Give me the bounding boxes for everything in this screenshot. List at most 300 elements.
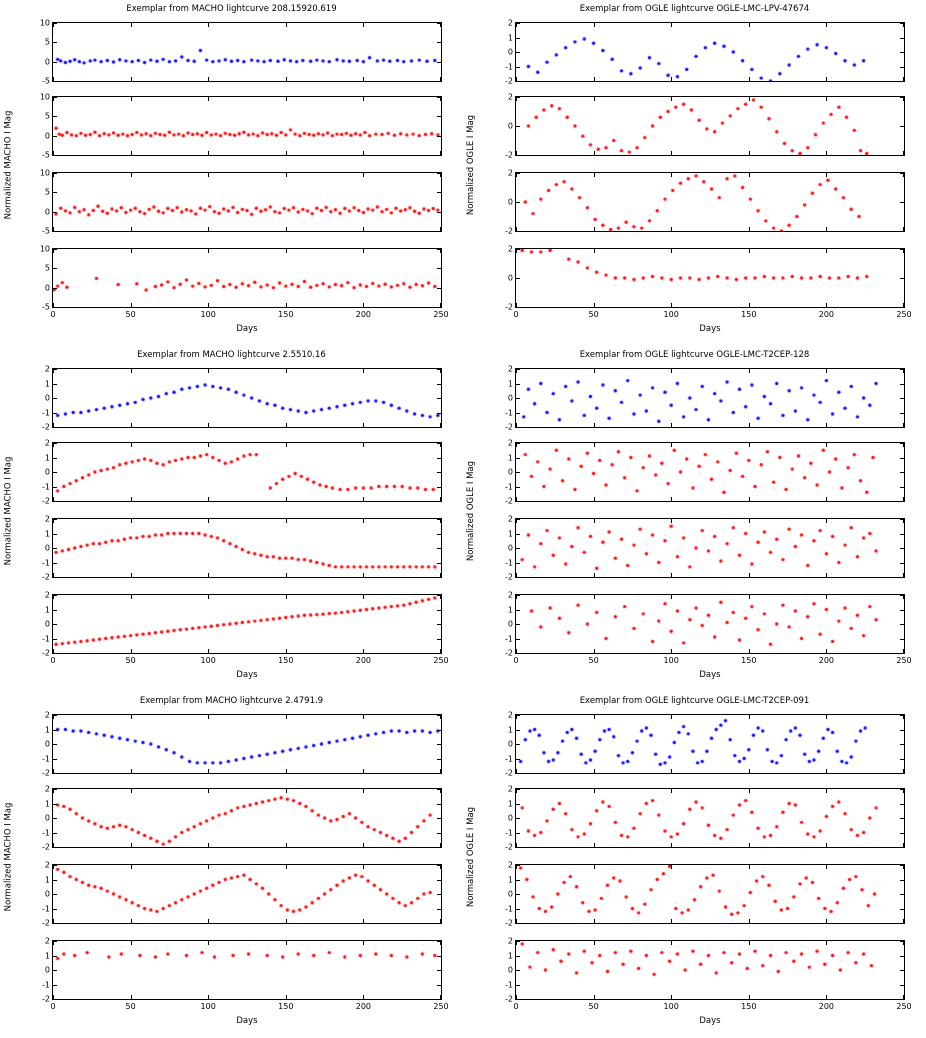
scatter-points xyxy=(516,519,904,577)
y-tick-label: 0 xyxy=(44,813,50,823)
x-tick-label: 50 xyxy=(588,656,599,665)
x-tick-mark xyxy=(286,941,287,945)
x-tick-mark xyxy=(903,443,904,447)
plot-panel xyxy=(505,860,905,928)
y-tick-mark xyxy=(53,288,57,289)
x-tick-mark xyxy=(749,303,750,307)
y-tick-label: 1 xyxy=(507,605,513,614)
x-tick-mark xyxy=(131,789,132,793)
y-tick-label: -2 xyxy=(42,572,50,582)
y-tick-mark xyxy=(437,307,441,308)
x-tick-mark xyxy=(516,303,517,307)
x-tick-mark xyxy=(594,77,595,81)
y-tick-mark xyxy=(516,818,520,819)
x-tick-mark xyxy=(440,789,441,793)
x-tick-mark xyxy=(516,423,517,427)
y-tick-mark xyxy=(437,610,441,611)
y-tick-label: -1 xyxy=(42,558,50,567)
x-tick-mark xyxy=(53,77,54,81)
plot-panel xyxy=(42,936,449,1011)
x-tick-mark xyxy=(594,995,595,999)
y-tick-mark xyxy=(900,52,904,53)
x-tick-mark xyxy=(363,423,364,427)
scatter-points xyxy=(53,789,441,847)
y-tick-mark xyxy=(516,202,520,203)
y-tick-label: -1 xyxy=(505,62,513,71)
x-tick-mark xyxy=(131,77,132,81)
y-tick-label: 1 xyxy=(507,379,513,388)
x-tick-mark xyxy=(826,715,827,719)
y-tick-mark xyxy=(53,730,57,731)
y-tick-mark xyxy=(53,624,57,625)
x-tick-mark xyxy=(131,843,132,847)
y-tick-mark xyxy=(53,212,57,213)
y-tick-mark xyxy=(437,458,441,459)
y-tick-mark xyxy=(53,384,57,385)
y-tick-label: 2 xyxy=(507,244,513,254)
x-tick-mark xyxy=(903,303,904,307)
x-tick-mark xyxy=(516,497,517,501)
y-tick-mark xyxy=(516,730,520,731)
y-tick-label: 2 xyxy=(507,92,513,102)
y-tick-mark xyxy=(516,759,520,760)
x-tick-mark xyxy=(208,715,209,719)
x-tick-mark xyxy=(749,789,750,793)
y-tick-mark xyxy=(437,759,441,760)
y-tick-mark xyxy=(516,307,520,308)
x-tick-mark xyxy=(671,151,672,155)
x-tick-label: 50 xyxy=(588,310,599,319)
y-tick-mark xyxy=(516,52,520,53)
x-tick-mark xyxy=(363,443,364,447)
y-tick-mark xyxy=(53,398,57,399)
x-tick-mark xyxy=(903,519,904,523)
x-tick-mark xyxy=(363,573,364,577)
y-tick-label: 1 xyxy=(507,529,513,538)
plot-panel xyxy=(42,364,442,432)
y-tick-label: 2 xyxy=(44,590,50,600)
y-tick-mark xyxy=(900,472,904,473)
chart-title: Exemplar from OGLE lightcurve OGLE-LMC-T2CEP-091 xyxy=(579,696,810,706)
x-tick-label: 0 xyxy=(50,1002,56,1011)
scatter-points xyxy=(53,519,441,577)
x-tick-mark xyxy=(286,497,287,501)
x-tick-mark xyxy=(594,769,595,773)
x-tick-mark xyxy=(826,77,827,81)
x-tick-label: 100 xyxy=(663,656,679,665)
y-tick-label: 1 xyxy=(507,33,513,42)
x-tick-label: 250 xyxy=(433,1002,449,1011)
x-tick-mark xyxy=(53,151,54,155)
x-tick-mark xyxy=(208,497,209,501)
y-tick-mark xyxy=(437,639,441,640)
y-tick-label: 1 xyxy=(44,453,50,462)
scatter-points xyxy=(516,789,904,847)
y-tick-label: -2 xyxy=(505,496,513,506)
x-tick-label: 150 xyxy=(278,656,294,665)
x-tick-mark xyxy=(903,919,904,923)
x-tick-mark xyxy=(286,227,287,231)
y-tick-mark xyxy=(53,501,57,502)
scatter-points xyxy=(53,369,441,427)
x-tick-mark xyxy=(671,249,672,253)
x-tick-mark xyxy=(208,443,209,447)
y-tick-mark xyxy=(437,398,441,399)
chart-title: Exemplar from MACHO lightcurve 2.4791.9 xyxy=(139,696,324,706)
x-tick-mark xyxy=(363,249,364,253)
y-tick-label: 0 xyxy=(44,619,50,629)
y-tick-mark xyxy=(516,970,520,971)
x-tick-mark xyxy=(594,865,595,869)
x-tick-mark xyxy=(208,423,209,427)
y-tick-mark xyxy=(900,759,904,760)
x-tick-mark xyxy=(516,843,517,847)
y-tick-label: 1 xyxy=(507,951,513,960)
x-tick-mark xyxy=(903,97,904,101)
y-tick-label: 5 xyxy=(44,111,50,121)
y-tick-label: 2 xyxy=(44,936,50,946)
y-tick-label: 2 xyxy=(44,784,50,794)
chart-title: Exemplar from MACHO lightcurve 208.15920.619 xyxy=(126,4,337,14)
x-tick-mark xyxy=(516,77,517,81)
y-tick-mark xyxy=(900,155,904,156)
x-tick-mark xyxy=(903,497,904,501)
x-tick-mark xyxy=(594,789,595,793)
x-tick-mark xyxy=(131,497,132,501)
x-tick-mark xyxy=(440,443,441,447)
x-tick-mark xyxy=(286,789,287,793)
x-tick-mark xyxy=(286,865,287,869)
y-tick-mark xyxy=(516,653,520,654)
y-tick-label: 0 xyxy=(44,283,50,293)
x-tick-mark xyxy=(671,227,672,231)
y-tick-mark xyxy=(437,268,441,269)
y-tick-mark xyxy=(900,202,904,203)
x-tick-mark xyxy=(594,715,595,719)
x-tick-mark xyxy=(131,443,132,447)
plot-panel xyxy=(505,92,905,160)
y-tick-mark xyxy=(53,999,57,1000)
y-tick-mark xyxy=(53,804,57,805)
y-tick-mark xyxy=(900,427,904,428)
y-tick-label: -1 xyxy=(505,828,513,837)
x-tick-mark xyxy=(131,369,132,373)
y-tick-mark xyxy=(437,773,441,774)
x-tick-mark xyxy=(749,715,750,719)
y-tick-mark xyxy=(53,116,57,117)
x-tick-mark xyxy=(903,23,904,27)
y-tick-label: 2 xyxy=(507,364,513,374)
y-tick-label: -2 xyxy=(505,842,513,852)
x-axis-label: Days xyxy=(236,1016,258,1026)
y-tick-label: -2 xyxy=(505,648,513,658)
y-tick-mark xyxy=(516,999,520,1000)
y-tick-mark xyxy=(516,427,520,428)
y-tick-label: -2 xyxy=(42,648,50,658)
x-tick-mark xyxy=(286,995,287,999)
y-tick-label: 0 xyxy=(507,619,513,629)
x-tick-mark xyxy=(363,715,364,719)
y-tick-mark xyxy=(437,847,441,848)
y-tick-label: -1 xyxy=(42,980,50,989)
x-tick-mark xyxy=(749,519,750,523)
x-tick-mark xyxy=(440,649,441,653)
x-tick-mark xyxy=(826,23,827,27)
y-tick-mark xyxy=(900,534,904,535)
y-tick-mark xyxy=(900,126,904,127)
x-tick-mark xyxy=(594,227,595,231)
y-tick-mark xyxy=(516,985,520,986)
y-tick-label: 0 xyxy=(44,57,50,67)
x-tick-mark xyxy=(131,519,132,523)
y-tick-mark xyxy=(900,563,904,564)
x-tick-label: 150 xyxy=(741,1002,757,1011)
x-tick-mark xyxy=(363,649,364,653)
scatter-points xyxy=(516,97,904,155)
plot-panel xyxy=(505,244,912,319)
x-tick-mark xyxy=(671,769,672,773)
y-tick-mark xyxy=(437,534,441,535)
plot-panel xyxy=(42,514,442,582)
y-tick-label: 0 xyxy=(507,889,513,899)
x-tick-mark xyxy=(208,573,209,577)
y-tick-mark xyxy=(900,624,904,625)
x-tick-mark xyxy=(131,919,132,923)
x-tick-mark xyxy=(286,715,287,719)
x-tick-label: 250 xyxy=(896,310,912,319)
y-tick-mark xyxy=(437,624,441,625)
scatter-points xyxy=(53,173,441,231)
x-tick-mark xyxy=(286,843,287,847)
y-tick-mark xyxy=(516,155,520,156)
x-tick-mark xyxy=(286,23,287,27)
x-tick-mark xyxy=(440,843,441,847)
y-tick-mark xyxy=(516,639,520,640)
x-tick-label: 200 xyxy=(818,656,835,665)
y-tick-label: 0 xyxy=(44,131,50,141)
chart-group xyxy=(463,692,926,1038)
y-tick-label: -1 xyxy=(42,754,50,763)
y-tick-label: 2 xyxy=(507,514,513,524)
y-tick-mark xyxy=(900,923,904,924)
x-tick-mark xyxy=(286,173,287,177)
y-tick-mark xyxy=(437,563,441,564)
x-tick-mark xyxy=(363,865,364,869)
x-tick-mark xyxy=(516,919,517,923)
x-tick-mark xyxy=(286,303,287,307)
y-tick-mark xyxy=(53,744,57,745)
x-tick-mark xyxy=(594,843,595,847)
x-tick-mark xyxy=(131,97,132,101)
y-tick-mark xyxy=(437,730,441,731)
y-tick-mark xyxy=(516,847,520,848)
y-tick-label: -1 xyxy=(505,408,513,417)
scatter-points xyxy=(53,941,441,999)
y-tick-mark xyxy=(516,458,520,459)
y-tick-mark xyxy=(900,653,904,654)
y-tick-label: 2 xyxy=(44,860,50,870)
x-tick-mark xyxy=(53,249,54,253)
x-tick-mark xyxy=(131,249,132,253)
plot-panel xyxy=(505,710,905,778)
x-tick-mark xyxy=(826,865,827,869)
x-tick-mark xyxy=(286,769,287,773)
y-tick-mark xyxy=(437,923,441,924)
x-tick-mark xyxy=(363,97,364,101)
y-tick-label: 2 xyxy=(507,590,513,600)
x-tick-mark xyxy=(208,151,209,155)
x-tick-mark xyxy=(671,789,672,793)
x-tick-mark xyxy=(208,97,209,101)
y-tick-label: 5 xyxy=(44,37,50,47)
y-tick-mark xyxy=(900,730,904,731)
y-tick-mark xyxy=(516,384,520,385)
y-axis-label-text: Normalized MACHO I Mag xyxy=(3,110,13,220)
x-tick-mark xyxy=(208,649,209,653)
y-tick-label: 0 xyxy=(44,889,50,899)
y-axis-label xyxy=(2,22,14,308)
x-tick-mark xyxy=(440,23,441,27)
x-tick-mark xyxy=(208,843,209,847)
plot-panel xyxy=(505,18,905,86)
y-tick-mark xyxy=(900,999,904,1000)
x-tick-mark xyxy=(208,789,209,793)
y-tick-mark xyxy=(437,155,441,156)
x-tick-mark xyxy=(516,227,517,231)
plot-panel xyxy=(42,590,449,665)
y-tick-mark xyxy=(516,231,520,232)
y-tick-mark xyxy=(53,639,57,640)
y-tick-mark xyxy=(53,487,57,488)
x-tick-mark xyxy=(903,173,904,177)
x-tick-mark xyxy=(208,941,209,945)
y-tick-mark xyxy=(516,773,520,774)
y-tick-mark xyxy=(53,42,57,43)
y-tick-mark xyxy=(437,880,441,881)
y-tick-label: 1 xyxy=(507,875,513,884)
x-tick-mark xyxy=(53,497,54,501)
y-tick-mark xyxy=(437,384,441,385)
y-tick-mark xyxy=(900,487,904,488)
y-tick-mark xyxy=(53,563,57,564)
y-tick-mark xyxy=(437,985,441,986)
x-tick-mark xyxy=(516,865,517,869)
x-tick-mark xyxy=(53,769,54,773)
y-tick-label: 10 xyxy=(39,92,50,102)
x-tick-mark xyxy=(826,519,827,523)
y-axis-label-text: Normalized MACHO I Mag xyxy=(3,456,13,566)
x-tick-mark xyxy=(749,369,750,373)
x-tick-mark xyxy=(826,97,827,101)
y-tick-mark xyxy=(53,413,57,414)
y-tick-label: 0 xyxy=(44,543,50,553)
plot-panel xyxy=(39,18,442,86)
y-tick-label: 1 xyxy=(507,725,513,734)
scatter-points xyxy=(516,173,904,231)
x-tick-mark xyxy=(53,369,54,373)
plot-panel xyxy=(39,244,449,319)
x-tick-mark xyxy=(516,443,517,447)
x-tick-mark xyxy=(286,519,287,523)
x-tick-label: 50 xyxy=(588,1002,599,1011)
y-tick-label: 1 xyxy=(44,529,50,538)
x-tick-label: 250 xyxy=(433,656,449,665)
y-tick-mark xyxy=(516,534,520,535)
x-tick-mark xyxy=(131,151,132,155)
x-tick-mark xyxy=(826,151,827,155)
y-tick-mark xyxy=(437,970,441,971)
y-tick-label: -5 xyxy=(42,150,50,160)
x-tick-mark xyxy=(826,443,827,447)
x-tick-label: 150 xyxy=(741,656,757,665)
y-tick-mark xyxy=(437,894,441,895)
y-tick-mark xyxy=(437,818,441,819)
x-tick-mark xyxy=(749,497,750,501)
x-tick-mark xyxy=(131,573,132,577)
chart-group xyxy=(0,692,463,1038)
y-tick-mark xyxy=(516,880,520,881)
x-tick-mark xyxy=(594,173,595,177)
plot-panel xyxy=(42,438,442,506)
y-tick-label: 0 xyxy=(507,197,513,207)
y-tick-mark xyxy=(53,956,57,957)
y-tick-mark xyxy=(900,847,904,848)
x-tick-mark xyxy=(826,573,827,577)
x-tick-mark xyxy=(903,595,904,599)
y-tick-mark xyxy=(437,231,441,232)
x-tick-mark xyxy=(440,369,441,373)
x-tick-mark xyxy=(826,173,827,177)
y-tick-label: 0 xyxy=(507,47,513,57)
y-tick-mark xyxy=(53,548,57,549)
x-tick-mark xyxy=(208,865,209,869)
y-tick-mark xyxy=(437,116,441,117)
y-tick-mark xyxy=(53,458,57,459)
plot-panel xyxy=(42,784,442,852)
y-tick-mark xyxy=(516,956,520,957)
y-tick-mark xyxy=(900,744,904,745)
x-tick-mark xyxy=(286,369,287,373)
x-tick-mark xyxy=(671,23,672,27)
x-tick-label: 100 xyxy=(200,656,216,665)
x-tick-label: 250 xyxy=(433,310,449,319)
y-tick-label: 0 xyxy=(507,273,513,283)
y-tick-label: 0 xyxy=(507,813,513,823)
x-tick-mark xyxy=(594,595,595,599)
x-tick-mark xyxy=(749,443,750,447)
x-tick-mark xyxy=(749,173,750,177)
y-tick-label: -2 xyxy=(505,226,513,236)
x-tick-mark xyxy=(208,919,209,923)
y-tick-mark xyxy=(437,577,441,578)
x-tick-mark xyxy=(903,369,904,373)
y-tick-mark xyxy=(516,744,520,745)
y-tick-mark xyxy=(900,501,904,502)
x-tick-mark xyxy=(516,789,517,793)
scatter-points xyxy=(516,23,904,81)
x-tick-label: 200 xyxy=(818,1002,835,1011)
x-tick-mark xyxy=(286,573,287,577)
y-tick-mark xyxy=(516,577,520,578)
x-tick-mark xyxy=(594,941,595,945)
chart-group xyxy=(0,346,463,692)
chart-title: Exemplar from OGLE lightcurve OGLE-LMC-LPV-47674 xyxy=(579,4,810,14)
y-tick-mark xyxy=(516,81,520,82)
x-tick-mark xyxy=(594,303,595,307)
x-tick-mark xyxy=(286,443,287,447)
x-tick-mark xyxy=(671,919,672,923)
x-tick-mark xyxy=(826,303,827,307)
